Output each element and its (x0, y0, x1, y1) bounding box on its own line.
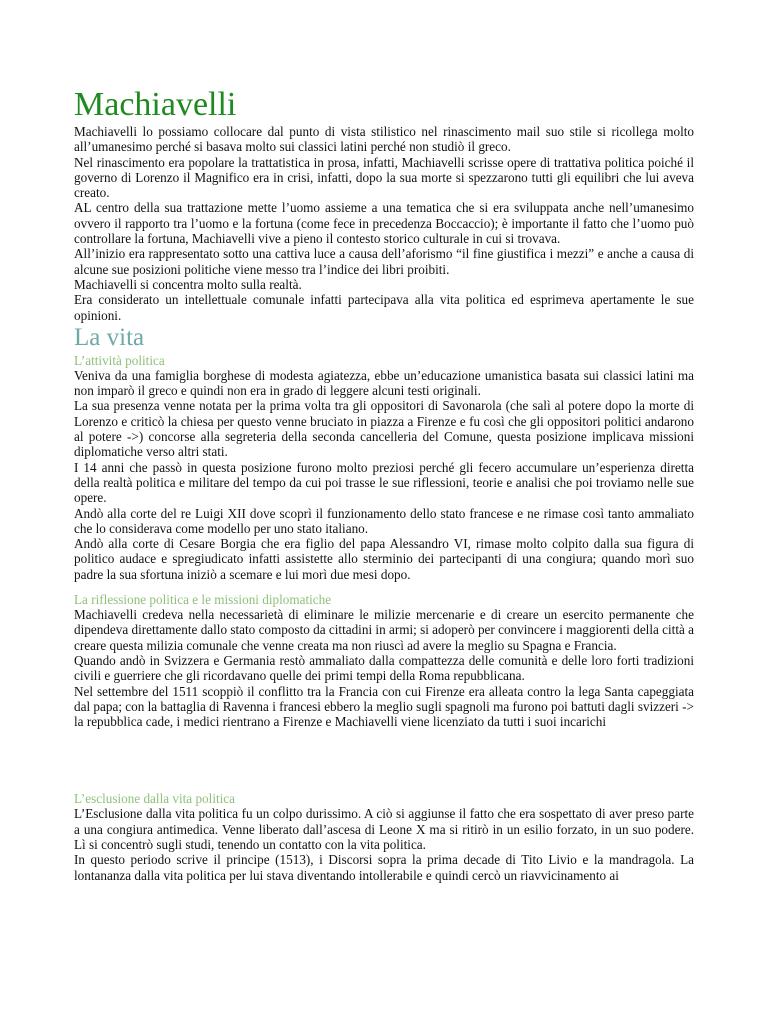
subsection-title-attivita-politica: L’attività politica (74, 352, 165, 368)
intro-paragraph: Machiavelli lo possiamo collocare dal punto di vista stilistico nel rinascimento mail suo stile si ricollega molto all’umanesimo perché si basava molto sui classici latini perché non studiò il greco. (74, 124, 694, 155)
body-paragraph: L’Esclusione dalla vita politica fu un colpo durissimo. A ciò si aggiunse il fatto che era sospettato di aver preso parte a una congiura antimedica. Venne liberato dall’ascesa di Leone X ma si ritirò in un esilio forzato, in un suo podere. Lì si concentrò sugli studi, tenendo un contatto con la vita politica. (74, 806, 694, 852)
intro-paragraph: All’inizio era rappresentato sotto una cattiva luce a causa dell’aforismo “il fine giustifica i mezzi” e anche a causa di alcune sue posizioni politiche viene messo tra l’indice dei libri proibiti. (74, 246, 694, 277)
document-title: Machiavelli (74, 86, 237, 123)
section-title-la-vita: La vita (74, 323, 145, 351)
body-paragraph: In questo periodo scrive il principe (1513), i Discorsi sopra la prima decade di Tito Livio e la mandragola. La lontananza dalla vita politica per lui stava diventando intollerabile e quindi cercò un riavvicinamento ai (74, 852, 694, 883)
body-paragraph: Andò alla corte del re Luigi XII dove scoprì il funzionamento dello stato francese e ne rimase così tanto ammaliato che lo considerava come modello per uno stato italiano. (74, 505, 694, 536)
body-paragraph: Machiavelli credeva nella necessarietà di eliminare le milizie mercenarie e di creare un esercito permanente che dipendeva direttamente dallo stato composto da cittadini in armi; si adoperò per convincere i maggiorenti della città a creare questa milizia comunale che venne creata ma non riuscì ad avere la meglio su Spagna e Francia. (74, 607, 694, 653)
body-paragraph: La sua presenza venne notata per la prima volta tra gli oppositori di Savonarola (che salì al potere dopo la morte di Lorenzo e criticò la chiesa per questo venne bruciato in piazza a Firenze e fu così che gli oppositori politici andarono al potere ->) concorse alla segreteria della seconda cancelleria del Comune, questa posizione implicava missioni diplomatiche verso altri stati. (74, 398, 694, 460)
intro-paragraph: Era considerato un intellettuale comunale infatti partecipava alla vita politica ed esprimeva apertamente le sue opinioni. (74, 292, 694, 323)
spacer (74, 582, 694, 592)
document-page (74, 86, 694, 883)
intro-paragraph: Nel rinascimento era popolare la trattatistica in prosa, infatti, Machiavelli scrisse opere di trattativa politica poiché il governo di Lorenzo il Magnifico era in crisi, infatti, dopo la sua morte si spezzarono tutti gli equilibri che lui aveva creato. (74, 154, 694, 201)
spacer (74, 729, 694, 791)
body-paragraph: Nel settembre del 1511 scoppiò il conflitto tra la Francia con cui Firenze era alleata contro la lega Santa capeggiata dal papa; con la battaglia di Ravenna i francesi ebbero la meglio sugli spagnoli ma furono poi battuti dagli svizzeri -> la repubblica cade, i medici rientrano a Firenze e Machiavelli viene licenziato da tutti i suoi incarichi (74, 683, 694, 730)
body-paragraph: Andò alla corte di Cesare Borgia che era figlio del papa Alessandro VI, rimase molto colpito dalla sua figura di politico audace e spregiudicato infatti assistette allo sterminio dei partecipanti di una congiura; quando morì suo padre la sua sfortuna iniziò a scemare e lui morì due mesi dopo. (74, 536, 694, 582)
subsection-title-riflessione-politica: La riflessione politica e le missioni diplomatiche (74, 592, 332, 608)
body-paragraph: Veniva da una famiglia borghese di modesta agiatezza, ebbe un’educazione umanistica basata sui classici latini ma non imparò il greco e quindi non era in grado di leggere alcuni testi originali. (74, 367, 694, 399)
intro-paragraph: AL centro della sua trattazione mette l’uomo assieme a una tematica che si era sviluppata anche nell’umanesimo ovvero il rapporto tra l’uomo e la fortuna (come fece in precedenza Boccaccio); è importante il fatto che l’uomo può controllare la fortuna, Machiavelli vive a pieno il contesto storico culturale in cui si trovava. (74, 200, 694, 247)
body-paragraph: I 14 anni che passò in questa posizione furono molto preziosi perché gli fecero accumulare un’esperienza diretta della realtà politica e militare del tempo da cui poi trasse le sue riflessioni, teorie e analisi che poi troviamo nelle sue opere. (74, 459, 694, 506)
subsection-title-esclusione: L’esclusione dalla vita politica (74, 791, 236, 807)
intro-paragraph: Machiavelli si concentra molto sulla realtà. (74, 276, 302, 292)
body-paragraph: Quando andò in Svizzera e Germania restò ammaliato dalla compattezza delle comunità e delle loro forti tradizioni civili e guerriere che gli ricordavano quelle dei primi tempi della Roma repubblicana. (74, 652, 694, 684)
